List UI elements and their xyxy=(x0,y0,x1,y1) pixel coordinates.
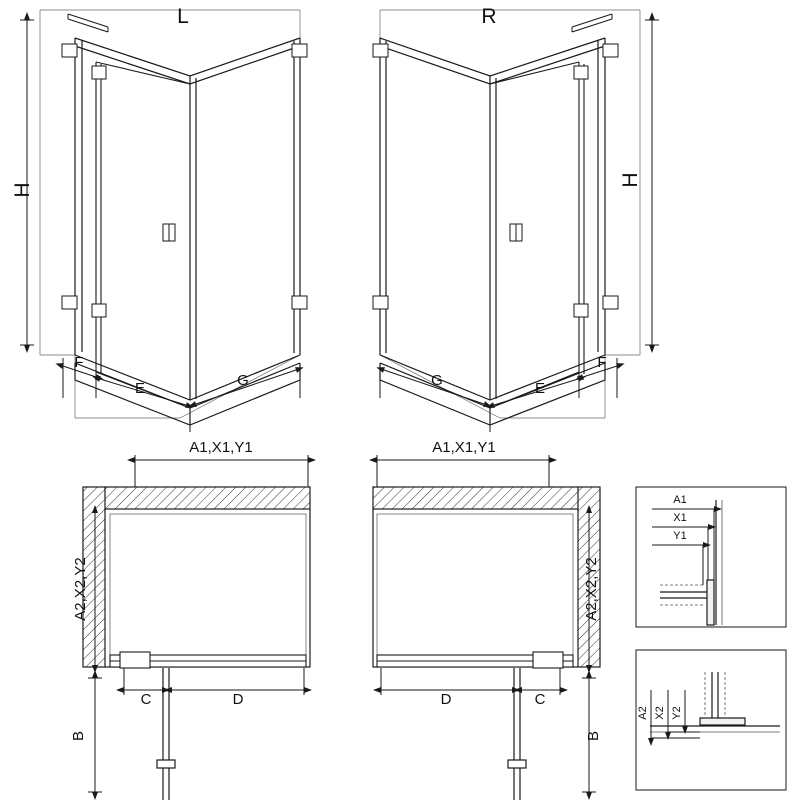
label-d-right: D xyxy=(440,691,452,708)
label-detail-y2: Y2 xyxy=(671,706,683,720)
label-f-right: F xyxy=(597,354,607,371)
label-e-left: E xyxy=(134,380,146,397)
label-detail-a1: A1 xyxy=(673,494,687,506)
label-h-right: H xyxy=(619,172,642,188)
view-plan-right xyxy=(373,439,602,800)
label-e-right: E xyxy=(534,380,546,397)
label-detail-x1: X1 xyxy=(673,512,687,524)
label-c-left: C xyxy=(140,691,152,708)
label-handedness-left: L xyxy=(177,5,189,28)
label-c-right: C xyxy=(534,691,546,708)
label-a2x2y2-left: A2,X2,Y2 xyxy=(72,557,89,621)
view-plan-left xyxy=(70,439,310,800)
view-perspective-right xyxy=(373,5,659,432)
label-a1x1y1-right: A1,X1,Y1 xyxy=(432,439,496,456)
label-f-left: F xyxy=(74,354,84,371)
label-detail-x2: X2 xyxy=(654,706,666,720)
label-detail-a2: A2 xyxy=(637,706,649,720)
view-detail-horizontal xyxy=(636,487,786,627)
label-d-left: D xyxy=(232,691,244,708)
view-perspective-left xyxy=(11,5,307,432)
label-g-left: G xyxy=(237,372,249,389)
view-detail-vertical xyxy=(636,650,786,790)
label-a1x1y1-left: A1,X1,Y1 xyxy=(189,439,253,456)
label-handedness-right: R xyxy=(481,5,497,28)
label-b-right: B xyxy=(585,730,602,742)
label-h-left: H xyxy=(11,182,34,198)
label-detail-y1: Y1 xyxy=(673,530,687,542)
label-g-right: G xyxy=(431,372,443,389)
dimension-h-right xyxy=(645,20,659,345)
label-a2x2y2-right: A2,X2,Y2 xyxy=(583,557,600,621)
label-b-left: B xyxy=(70,730,87,742)
